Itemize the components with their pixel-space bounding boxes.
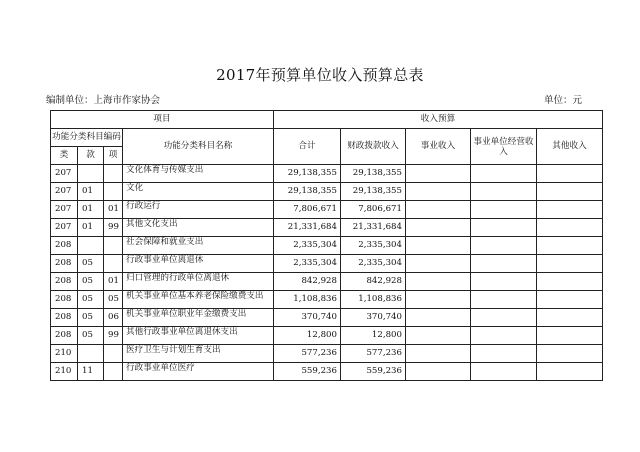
cell-kuan: 05 — [78, 273, 104, 291]
cell-func-name — [123, 273, 274, 291]
cell-kuan: 01 — [78, 183, 104, 201]
cell-business — [406, 327, 471, 345]
revenue-budget-table — [50, 110, 603, 381]
table-row — [51, 165, 603, 183]
cell-other — [537, 255, 603, 273]
cell-business — [406, 183, 471, 201]
cell-operating — [471, 183, 537, 201]
cell-kuan: 05 — [78, 255, 104, 273]
func-name-text: 社会保障和就业支出 — [126, 237, 204, 247]
cell-operating — [471, 201, 537, 219]
cell-lei: 208 — [51, 273, 78, 291]
cell-kuan: 05 — [78, 309, 104, 327]
cell-total: 2,335,304 — [274, 255, 341, 273]
table-row — [51, 219, 603, 237]
cell-lei: 207 — [51, 165, 78, 183]
cell-kuan — [78, 237, 104, 255]
header-fiscal: 财政拨款收入 — [341, 129, 406, 165]
func-name-text: 文化体育与传媒支出 — [126, 165, 204, 175]
cell-total: 370,740 — [274, 309, 341, 327]
table-row — [51, 183, 603, 201]
cell-operating — [471, 363, 537, 381]
cell-total: 1,108,836 — [274, 291, 341, 309]
header-business: 事业收入 — [406, 129, 471, 165]
cell-operating — [471, 309, 537, 327]
cell-func-name — [123, 201, 274, 219]
cell-business — [406, 309, 471, 327]
func-name-text: 文化 — [126, 183, 144, 193]
cell-xiang: 01 — [104, 201, 123, 219]
cell-fiscal: 12,800 — [341, 327, 406, 345]
compiling-unit: 编制单位：上海市作家协会 — [46, 95, 161, 106]
cell-other — [537, 201, 603, 219]
cell-operating — [471, 219, 537, 237]
cell-fiscal: 2,335,304 — [341, 255, 406, 273]
header-func-name: 功能分类科目名称 — [123, 129, 274, 165]
cell-total: 2,335,304 — [274, 237, 341, 255]
cell-kuan: 01 — [78, 201, 104, 219]
cell-total: 29,138,355 — [274, 183, 341, 201]
cell-func-name — [123, 363, 274, 381]
cell-business — [406, 363, 471, 381]
cell-lei: 210 — [51, 363, 78, 381]
cell-total: 21,331,684 — [274, 219, 341, 237]
func-name-text: 机关事业单位职业年金缴费支出 — [126, 309, 247, 319]
header-other: 其他收入 — [537, 129, 603, 165]
cell-other — [537, 273, 603, 291]
cell-fiscal: 1,108,836 — [341, 291, 406, 309]
cell-other — [537, 309, 603, 327]
cell-fiscal: 577,236 — [341, 345, 406, 363]
cell-fiscal: 7,806,671 — [341, 201, 406, 219]
func-name-text: 医疗卫生与计划生育支出 — [126, 345, 221, 355]
header-row-2 — [51, 129, 603, 147]
cell-xiang: 99 — [104, 327, 123, 345]
cell-fiscal: 559,236 — [341, 363, 406, 381]
cell-func-name — [123, 219, 274, 237]
cell-func-name — [123, 291, 274, 309]
cell-kuan: 01 — [78, 219, 104, 237]
cell-func-name — [123, 165, 274, 183]
cell-fiscal: 2,335,304 — [341, 237, 406, 255]
cell-xiang — [104, 237, 123, 255]
table-row — [51, 201, 603, 219]
cell-operating — [471, 327, 537, 345]
cell-operating — [471, 237, 537, 255]
cell-kuan: 05 — [78, 291, 104, 309]
cell-lei: 208 — [51, 237, 78, 255]
cell-operating — [471, 345, 537, 363]
table-row — [51, 291, 603, 309]
cell-func-name — [123, 237, 274, 255]
func-name-text: 归口管理的行政单位离退休 — [126, 273, 230, 283]
cell-total: 29,138,355 — [274, 165, 341, 183]
cell-lei: 208 — [51, 309, 78, 327]
cell-kuan: 05 — [78, 327, 104, 345]
cell-lei: 207 — [51, 219, 78, 237]
cell-xiang — [104, 183, 123, 201]
cell-kuan — [78, 345, 104, 363]
table-row — [51, 345, 603, 363]
cell-other — [537, 165, 603, 183]
cell-business — [406, 237, 471, 255]
cell-business — [406, 255, 471, 273]
func-name-text: 行政运行 — [126, 201, 161, 211]
header-kuan: 款 — [78, 147, 104, 165]
table-row — [51, 363, 603, 381]
cell-fiscal: 370,740 — [341, 309, 406, 327]
header-lei: 类 — [51, 147, 78, 165]
cell-fiscal: 29,138,355 — [341, 183, 406, 201]
cell-kuan — [78, 165, 104, 183]
cell-total: 12,800 — [274, 327, 341, 345]
cell-business — [406, 201, 471, 219]
cell-other — [537, 237, 603, 255]
cell-xiang — [104, 363, 123, 381]
cell-total: 577,236 — [274, 345, 341, 363]
cell-other — [537, 327, 603, 345]
cell-business — [406, 165, 471, 183]
func-name-text: 机关事业单位基本养老保险缴费支出 — [126, 291, 264, 301]
cell-fiscal: 842,928 — [341, 273, 406, 291]
header-revenue-budget: 收入预算 — [274, 111, 603, 129]
table-row — [51, 237, 603, 255]
cell-func-name — [123, 309, 274, 327]
cell-operating — [471, 291, 537, 309]
cell-xiang: 01 — [104, 273, 123, 291]
table-row — [51, 273, 603, 291]
cell-xiang — [104, 255, 123, 273]
cell-operating — [471, 165, 537, 183]
header-total: 合计 — [274, 129, 341, 165]
cell-xiang: 06 — [104, 309, 123, 327]
cell-xiang: 05 — [104, 291, 123, 309]
table-row — [51, 327, 603, 345]
cell-fiscal: 29,138,355 — [341, 165, 406, 183]
currency-unit: 单位：元 — [544, 95, 583, 106]
cell-other — [537, 291, 603, 309]
cell-other — [537, 345, 603, 363]
header-operating: 事业单位经营收入 — [471, 129, 537, 165]
func-name-text: 行政事业单位医疗 — [126, 363, 195, 373]
report-title: 2017年预算单位收入预算总表 — [216, 66, 424, 84]
cell-lei: 210 — [51, 345, 78, 363]
cell-other — [537, 363, 603, 381]
cell-lei: 208 — [51, 327, 78, 345]
header-row-1 — [51, 111, 603, 129]
cell-fiscal: 21,331,684 — [341, 219, 406, 237]
cell-business — [406, 273, 471, 291]
cell-total: 559,236 — [274, 363, 341, 381]
cell-func-name — [123, 183, 274, 201]
cell-business — [406, 291, 471, 309]
header-project: 项目 — [51, 111, 274, 129]
cell-business — [406, 219, 471, 237]
cell-func-name — [123, 345, 274, 363]
cell-func-name — [123, 255, 274, 273]
cell-lei: 207 — [51, 201, 78, 219]
cell-xiang — [104, 345, 123, 363]
cell-lei: 208 — [51, 291, 78, 309]
func-name-text: 行政事业单位离退休 — [126, 255, 204, 265]
header-func-code: 功能分类科目编码 — [51, 129, 123, 147]
func-name-text: 其他行政事业单位离退休支出 — [126, 327, 238, 337]
cell-operating — [471, 255, 537, 273]
table-row — [51, 255, 603, 273]
cell-kuan: 11 — [78, 363, 104, 381]
cell-total: 842,928 — [274, 273, 341, 291]
cell-lei: 208 — [51, 255, 78, 273]
cell-other — [537, 183, 603, 201]
func-name-text: 其他文化支出 — [126, 219, 178, 229]
cell-lei: 207 — [51, 183, 78, 201]
cell-business — [406, 345, 471, 363]
cell-xiang: 99 — [104, 219, 123, 237]
header-xiang: 项 — [104, 147, 123, 165]
cell-total: 7,806,671 — [274, 201, 341, 219]
cell-func-name — [123, 327, 274, 345]
cell-other — [537, 219, 603, 237]
cell-operating — [471, 273, 537, 291]
table-row — [51, 309, 603, 327]
table-body — [51, 165, 603, 381]
cell-xiang — [104, 165, 123, 183]
